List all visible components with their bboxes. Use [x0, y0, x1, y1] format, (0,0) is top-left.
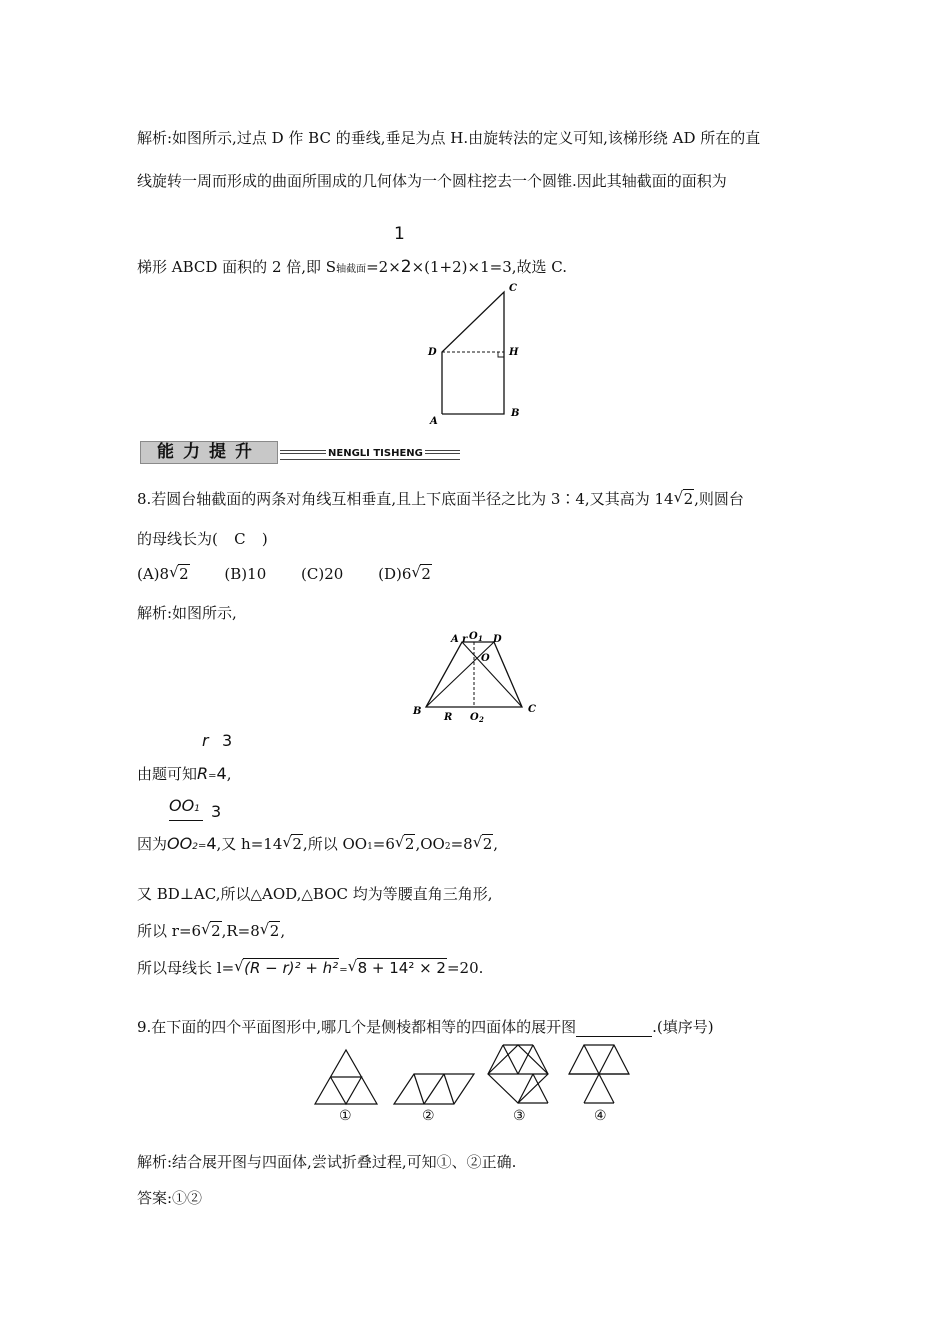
- option-d: (D)6√ 2: [378, 565, 432, 583]
- q8-step-3: 又 BD⊥AC,所以△AOD,△BOC 均为等腰直角三角形,: [137, 885, 493, 903]
- net-4: [569, 1045, 629, 1103]
- step2-frac2-num: 3: [211, 802, 222, 821]
- q8-answer: C: [234, 530, 246, 548]
- q8-analysis-head: 解析:如图所示,: [137, 604, 237, 622]
- q8-step-5: 所以母线长 l=√ (R − r)² + h²=√ 8 + 14² × 2=20.: [137, 957, 483, 978]
- trapezoid-outline: [442, 292, 504, 414]
- step2-prefix: 因为: [137, 835, 168, 853]
- q9-analysis: 解析:结合展开图与四面体,尝试折叠过程,可知①、②正确.: [137, 1153, 517, 1171]
- q8-line2-prefix: 的母线长为(: [137, 530, 218, 548]
- q9-answer-blank[interactable]: [576, 1022, 652, 1037]
- net-label-1: ①: [339, 1108, 352, 1124]
- step1-frac2-den: 4: [216, 764, 227, 783]
- net-label-4: ④: [594, 1108, 607, 1124]
- analysis-7-line-3: [137, 256, 567, 277]
- label-h: H: [509, 347, 519, 358]
- label-o2: O: [470, 712, 479, 723]
- analysis-7-line-1: 解析:如图所示,过点 D 作 BC 的垂线,垂足为点 H.由旋转法的定义可知,该梯形绕 AD 所在的直: [137, 129, 761, 147]
- trapezoid-figure: [420, 278, 530, 428]
- question-8-line-2: [137, 528, 268, 549]
- label-o2-sub: 2: [479, 715, 484, 724]
- label-r: r: [462, 634, 468, 645]
- section-banner: [140, 441, 460, 463]
- net-label-2: ②: [422, 1108, 435, 1124]
- label-b: B: [511, 408, 520, 419]
- label-d: D: [493, 634, 502, 645]
- fraction-denominator: 2: [400, 257, 412, 277]
- diagonal-ac: [462, 642, 522, 707]
- step5-radical-2: 8 + 14² × 2: [357, 959, 446, 977]
- step2-frac2-den: 4: [206, 834, 217, 853]
- q8-step-1: 由题可知R=4,: [137, 764, 232, 783]
- question-9: [137, 1016, 714, 1037]
- banner-english: NENGLI TISHENG: [328, 448, 423, 459]
- banner-title: 能力提升: [140, 441, 278, 464]
- step1-frac1-den: R: [197, 764, 209, 783]
- line-3-suffix: ×(1+2)×1=3,故选 C.: [411, 258, 567, 276]
- line-3-prefix: 梯形 ABCD 面积的 2 倍,即 S: [137, 258, 337, 276]
- label-r-big: R: [444, 712, 453, 723]
- q8-step-4: 所以 r=6√ 2,R=8√ 2,: [137, 920, 285, 941]
- option-c: (C)20: [301, 565, 344, 583]
- step5-radical-1: (R − r)² + h²: [244, 959, 339, 977]
- q9-answer: 答案:①②: [137, 1189, 203, 1207]
- net-label-3: ③: [513, 1108, 526, 1124]
- label-a: A: [451, 634, 459, 645]
- option-a: (A)8√ 2: [137, 565, 190, 583]
- question-8-line-1: [137, 488, 744, 509]
- label-d: D: [428, 347, 437, 358]
- label-c: C: [509, 283, 517, 294]
- label-o1-sub: 1: [478, 634, 483, 643]
- net-1: [315, 1050, 377, 1104]
- step1-frac1-num: r: [202, 731, 209, 750]
- line-3-subscript: 轴截面: [336, 264, 367, 275]
- label-o1: O: [469, 631, 478, 642]
- q8-line2-suffix: ): [261, 530, 268, 548]
- step2-frac-den: OO2: [167, 834, 198, 853]
- q8-line1-text: 8.若圆台轴截面的两条对角线互相垂直,且上下底面半径之比为 3∶4,又其高为 14: [137, 490, 674, 508]
- net-2: [394, 1074, 474, 1104]
- q9-suffix: .(填序号): [652, 1018, 714, 1036]
- q8-line1-suffix: ,则圆台: [694, 490, 744, 508]
- step1-frac2-num: 3: [222, 731, 233, 750]
- diagonal-bd: [426, 642, 494, 707]
- label-b: B: [413, 706, 422, 717]
- q8-line1-radicand: 2: [683, 490, 694, 508]
- analysis-7-line-2: 线旋转一周而形成的曲面所围成的几何体为一个圆柱挖去一个圆锥.因此其轴截面的面积为: [137, 172, 727, 190]
- label-a: A: [430, 416, 438, 427]
- line-3-mid: =2×: [366, 258, 401, 276]
- q8-step-2: 因为OO2=4,又 h=14√ 2,所以 OO1=6√ 2,OO2=8√ 2,: [137, 833, 498, 854]
- q9-text: 9.在下面的四个平面图形中,哪几个是侧棱都相等的四面体的展开图: [137, 1018, 577, 1036]
- label-c: C: [528, 704, 536, 715]
- option-b: (B)10: [224, 565, 267, 583]
- step1-prefix: 由题可知: [137, 765, 198, 783]
- label-o: O: [481, 653, 490, 664]
- right-angle-mark: [498, 352, 504, 357]
- net-3: [488, 1045, 548, 1103]
- frustum-section-figure: [405, 628, 555, 724]
- fraction-numerator: 1: [394, 224, 405, 244]
- step2-frac-num: OO1: [169, 796, 200, 815]
- question-8-options: [137, 565, 432, 583]
- step2-fraction-bar: [169, 820, 203, 821]
